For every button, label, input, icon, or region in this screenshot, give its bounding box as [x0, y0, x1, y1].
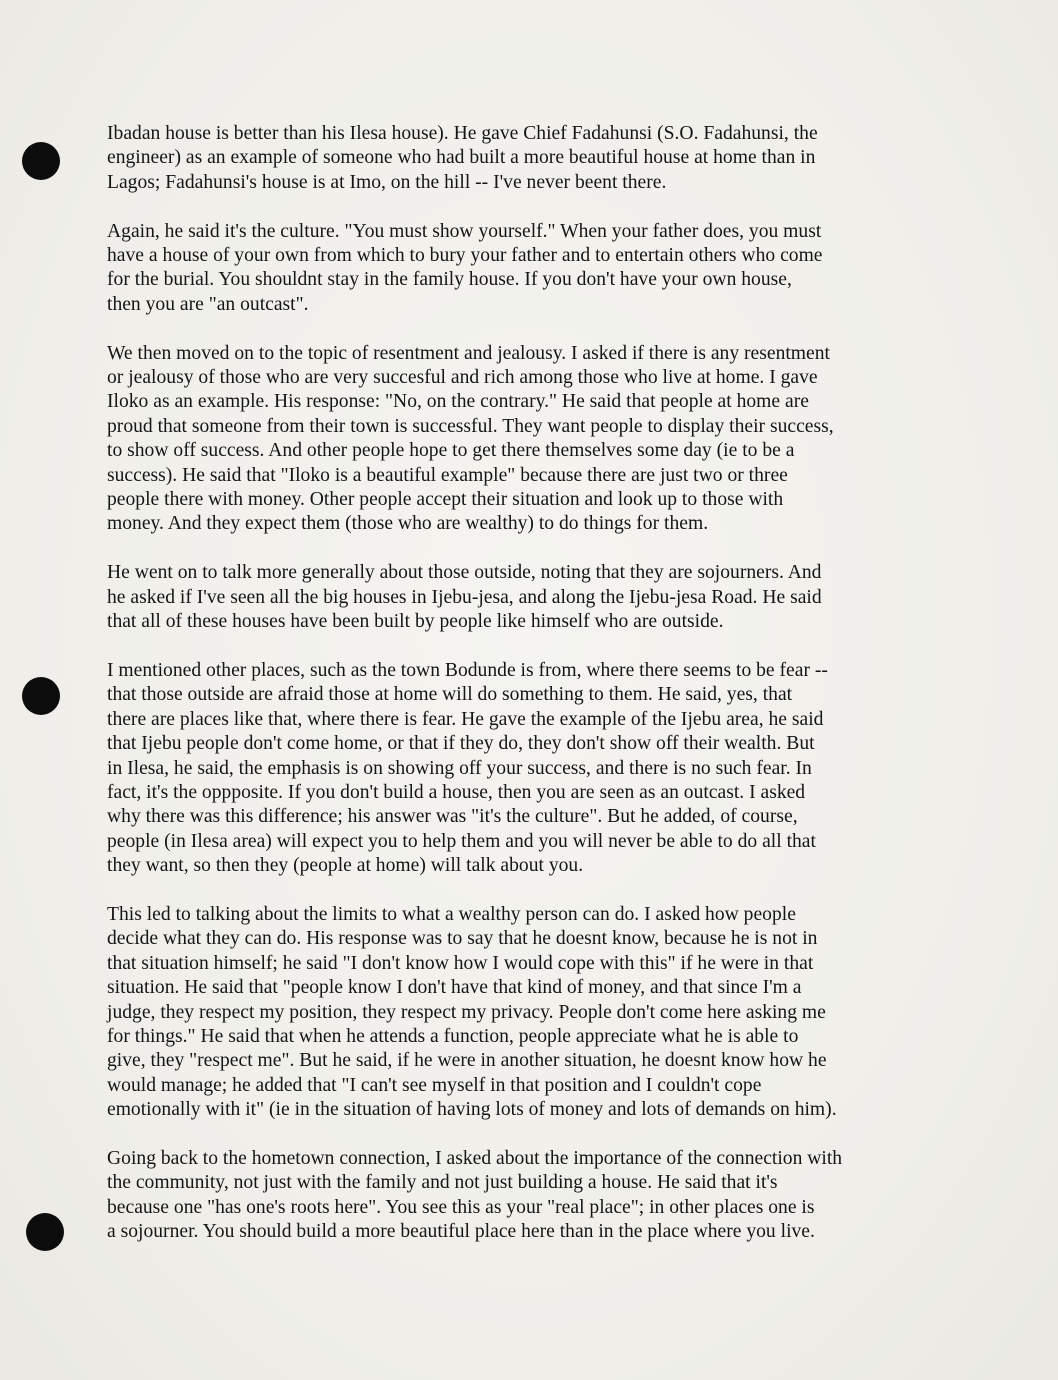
- paragraph: [107, 659, 937, 879]
- punch-hole-bottom: [26, 1213, 64, 1251]
- text-line: Going back to the hometown connection, I asked about the importance of the connection with: [107, 1147, 843, 1169]
- text-line: people there with money. Other people accept their situation and look up to those with: [107, 489, 784, 511]
- text-line: success). He said that "Iloko is a beautiful example" because there are just two or three: [107, 464, 788, 486]
- paragraph: [107, 1147, 937, 1245]
- text-line: he asked if I've seen all the big houses in Ijebu-jesa, and along the Ijebu-jesa Road. He said: [107, 586, 822, 608]
- text-line: for things." He said that when he attends a function, people appreciate what he is able to: [107, 1025, 799, 1047]
- text-line: that those outside are afraid those at home will do something to them. He said, yes, that: [107, 684, 793, 706]
- text-line: then you are "an outcast".: [107, 293, 309, 315]
- text-line: to show off success. And other people hope to get there themselves some day (ie to be a: [107, 440, 795, 462]
- text-line: Ibadan house is better than his Ilesa house). He gave Chief Fadahunsi (S.O. Fadahunsi, the: [107, 123, 818, 144]
- text-line: Again, he said it's the culture. "You must show yourself." When your father does, you must: [107, 220, 822, 242]
- text-line: proud that someone from their town is successful. They want people to display their success,: [107, 415, 834, 437]
- text-line: why there was this difference; his answer was "it's the culture". But he added, of course,: [107, 806, 798, 828]
- text-line: for the burial. You shouldnt stay in the family house. If you don't have your own house,: [107, 269, 792, 291]
- text-line: there are places like that, where there is fear. He gave the example of the Ijebu area, he said: [107, 708, 824, 730]
- paragraph: [107, 561, 937, 634]
- text-line: the community, not just with the family and not just building a house. He said that it's: [107, 1172, 778, 1194]
- text-line: Iloko as an example. His response: "No, on the contrary." He said that people at home are: [107, 391, 809, 413]
- paragraph: [107, 122, 937, 195]
- document-body: [107, 122, 937, 1269]
- text-line: that Ijebu people don't come home, or that if they do, they don't show off their wealth. But: [107, 733, 815, 755]
- text-line: He went on to talk more generally about those outside, noting that they are sojourners. And: [107, 562, 822, 584]
- text-line: have a house of your own from which to bury your father and to entertain others who come: [107, 245, 823, 267]
- text-line: engineer) as an example of someone who had built a more beautiful house at home than in: [107, 147, 816, 169]
- paragraph: [107, 903, 937, 1123]
- text-line: people (in Ilesa area) will expect you to help them and you will never be able to do all that: [107, 830, 816, 852]
- text-line: or jealousy of those who are very succesful and rich among those who live at home. I gave: [107, 367, 818, 389]
- text-line: decide what they can do. His response was to say that he doesnt know, because he is not in: [107, 928, 818, 950]
- text-line: in Ilesa, he said, the emphasis is on showing off your success, and there is no such fear. In: [107, 757, 812, 779]
- text-line: would manage; he added that "I can't see myself in that position and I couldn't cope: [107, 1074, 762, 1096]
- text-line: that all of these houses have been built by people like himself who are outside.: [107, 611, 724, 633]
- text-line: fact, it's the oppposite. If you don't build a house, then you are seen as an outcast. I asked: [107, 781, 806, 803]
- text-line: because one "has one's roots here". You see this as your "real place"; in other places one is: [107, 1196, 815, 1218]
- punch-hole-top: [22, 142, 60, 180]
- text-line: I mentioned other places, such as the town Bodunde is from, where there seems to be fear --: [107, 659, 828, 681]
- punch-hole-middle: [22, 677, 60, 715]
- text-line: We then moved on to the topic of resentment and jealousy. I asked if there is any resentment: [107, 342, 830, 364]
- text-line: they want, so then they (people at home) will talk about you.: [107, 855, 584, 877]
- text-line: judge, they respect my position, they respect my privacy. People don't come here asking me: [107, 1001, 826, 1023]
- text-line: situation. He said that "people know I don't have that kind of money, and that since I'm a: [107, 977, 802, 999]
- paragraph: [107, 342, 937, 537]
- text-line: money. And they expect them (those who are wealthy) to do things for them.: [107, 513, 709, 535]
- text-line: Lagos; Fadahunsi's house is at Imo, on the hill -- I've never beent there.: [107, 171, 667, 193]
- text-line: a sojourner. You should build a more beautiful place here than in the place where you live.: [107, 1221, 815, 1243]
- text-line: emotionally with it" (ie in the situation of having lots of money and lots of demands on him).: [107, 1099, 837, 1121]
- paragraph: [107, 220, 937, 318]
- text-line: give, they "respect me". But he said, if he were in another situation, he doesnt know how he: [107, 1050, 827, 1072]
- text-line: This led to talking about the limits to what a wealthy person can do. I asked how people: [107, 903, 796, 925]
- text-line: that situation himself; he said "I don't know how I would cope with this" if he were in that: [107, 952, 814, 974]
